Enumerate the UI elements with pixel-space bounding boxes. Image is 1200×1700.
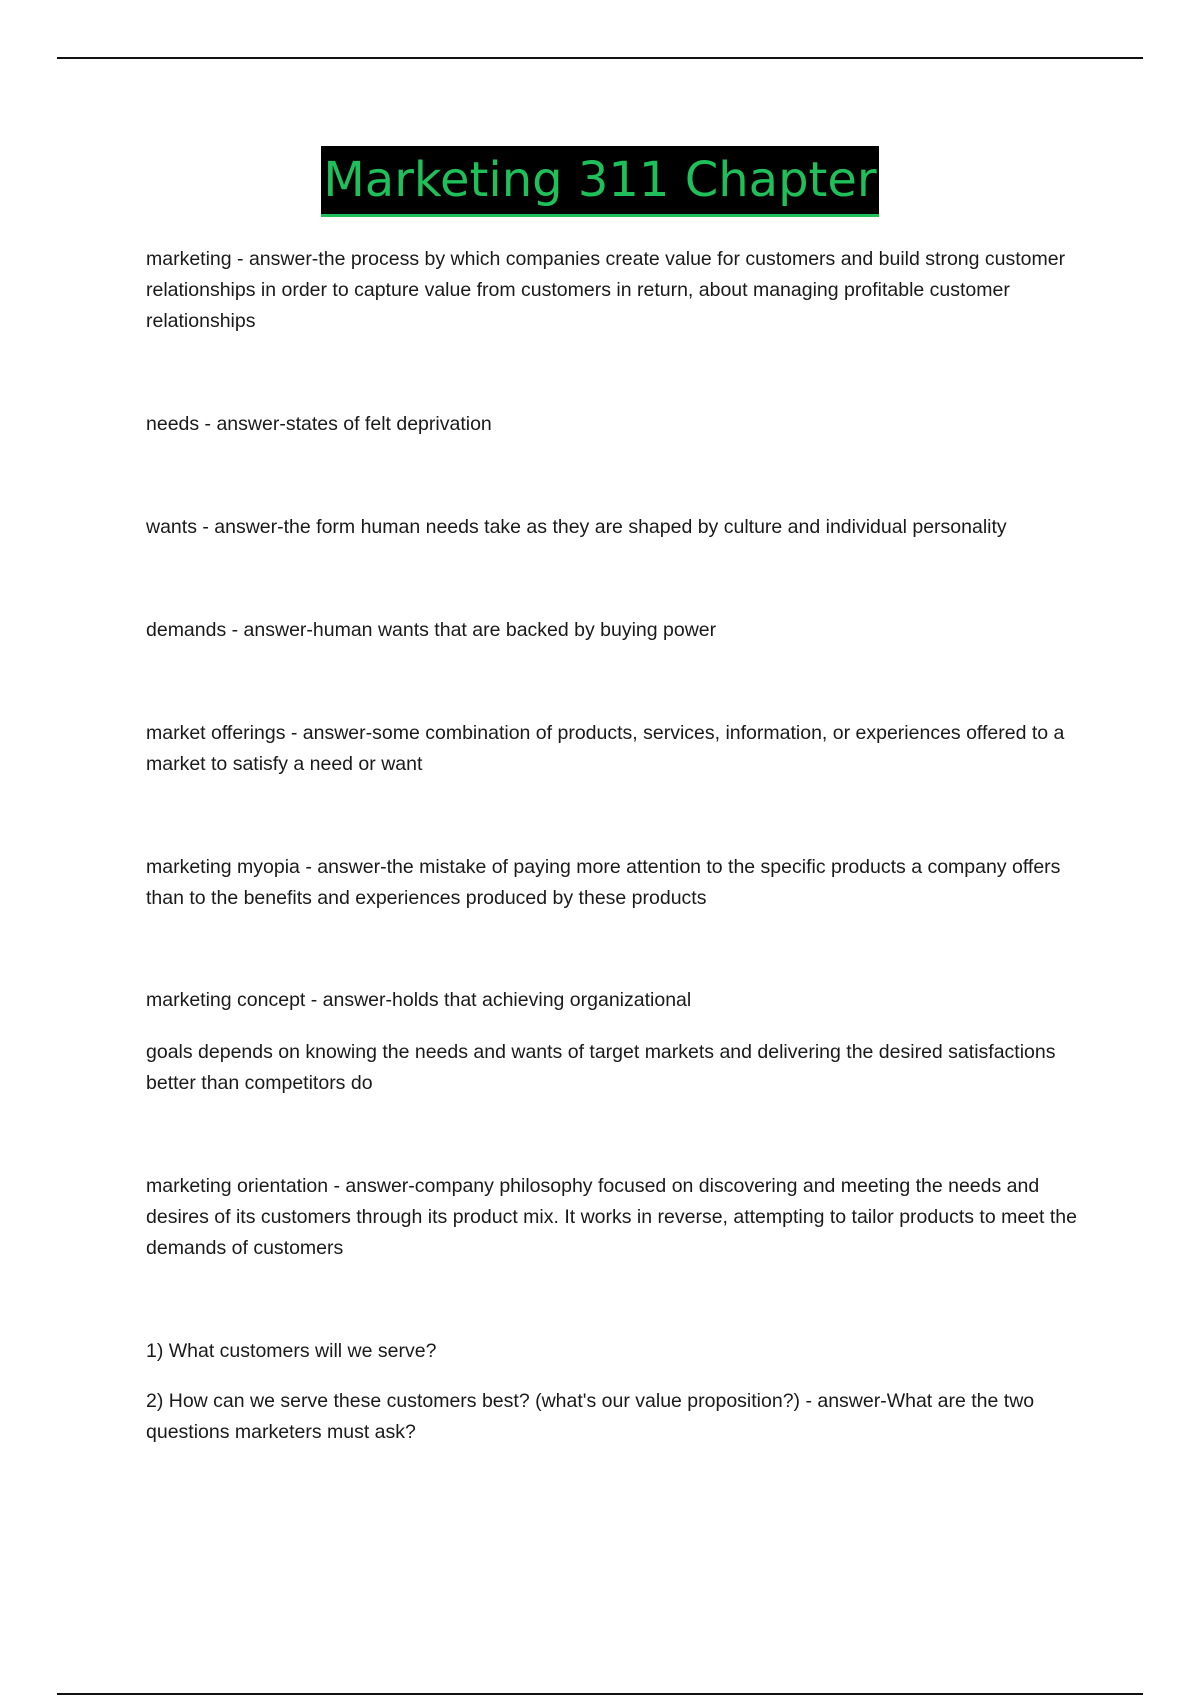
entry-question-one: 1) What customers will we serve? (146, 1340, 437, 1362)
entry-marketing-myopia: marketing myopia - answer-the mistake of paying more attention to the specific products a company offers than to the benefits and experiences produced by these products (146, 856, 1061, 909)
document-title: Marketing 311 Chapter (321, 146, 878, 217)
entry-market-offerings: market offerings - answer-some combination of products, services, information, or experiences offered to a market to satisfy a need or want (146, 722, 1065, 775)
entry-demands: demands - answer-human wants that are backed by buying power (146, 619, 717, 641)
entry-marketing-concept: marketing concept - answer-holds that achieving organizational (146, 989, 692, 1011)
footer-rule (57, 1693, 1143, 1695)
entry-question-two: 2) How can we serve these customers best? (what's our value proposition?) - answer-What are the two questions marketers must ask? (146, 1390, 1035, 1443)
entry-marketing: marketing - answer-the process by which companies create value for customers and build strong customer relationships in order to capture value from customers in return, about managing profitable customer relationships (146, 248, 1066, 332)
entry-needs: needs - answer-states of felt deprivation (146, 413, 492, 435)
entry-marketing-orientation: marketing orientation - answer-company philosophy focused on discovering and meeting the needs and desires of its customers through its product mix. It works in reverse, attempting to tailor products to meet the demands of customers (146, 1175, 1077, 1259)
title-block (0, 146, 1200, 217)
entry-wants: wants - answer-the form human needs take as they are shaped by culture and individual personality (146, 516, 1007, 538)
entry-marketing-concept-continued: goals depends on knowing the needs and wants of target markets and delivering the desired satisfactions better than competitors do (146, 1041, 1056, 1094)
header-rule (57, 57, 1143, 59)
